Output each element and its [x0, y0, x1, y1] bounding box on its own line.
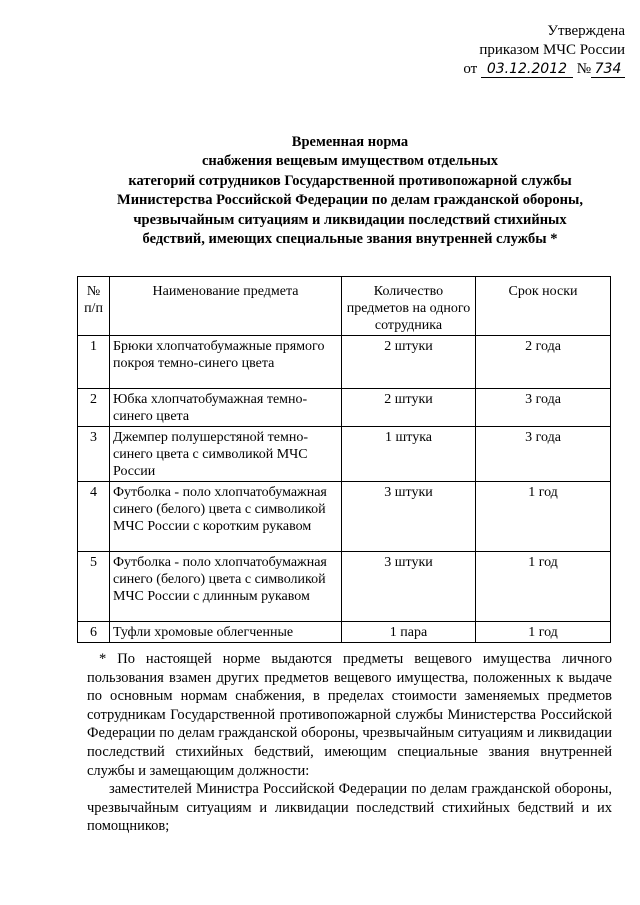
row-num: 6	[78, 622, 110, 643]
approval-date-line	[400, 60, 625, 79]
approval-line1: Утверждена	[547, 23, 625, 39]
footnote-paragraph: заместителей Министра Российской Федерации по делам гражданской обороны, чрезвычайным ситуациям и ликвидации последствий стихийных бедствий и их помощников;	[87, 781, 612, 835]
approval-stamp	[400, 22, 625, 79]
row-num: 2	[78, 389, 110, 427]
table-row	[78, 622, 611, 643]
row-term: 3 года	[476, 427, 611, 482]
handwritten-date: 03.12.2012	[481, 61, 573, 78]
title-line5: чрезвычайным ситуациям и ликвидации последствий стихийных	[133, 211, 567, 228]
norm-table	[77, 276, 611, 643]
row-term: 1 год	[476, 482, 611, 552]
title-line1: Временная норма	[291, 134, 409, 150]
title-line2: снабжения вещевым имуществом отдельных	[201, 153, 499, 170]
table-row	[78, 427, 611, 482]
header-qty: Количество предметов на одного сотрудника	[342, 277, 476, 336]
footnote-paragraph: * По настоящей норме выдаются предметы вещевого имущества личного пользования взамен других предметов вещевого имущества, положенных к выдаче по основным нормам снабжения, в пределах стоимости заменяемых предметов сотрудникам Государственной противопожарной службы Министерства Российской Федерации по делам гражданской обороны, чрезвычайным ситуациям и ликвидации последствий стихийных бедствий, имеющим специальные звания внутренней службы и замещающим должности:	[87, 651, 612, 779]
footnote	[87, 650, 612, 836]
row-qty: 1 штука	[342, 427, 476, 482]
row-name: Юбка хлопчатобумажная темно-синего цвета	[110, 389, 342, 427]
row-num: 3	[78, 427, 110, 482]
approval-line2: приказом МЧС России	[479, 42, 625, 58]
table-row	[78, 336, 611, 389]
row-qty: 2 штуки	[342, 336, 476, 389]
row-qty: 3 штуки	[342, 482, 476, 552]
row-term: 3 года	[476, 389, 611, 427]
row-qty: 2 штуки	[342, 389, 476, 427]
number-prefix: №	[576, 61, 591, 77]
table-header-row	[78, 277, 611, 336]
row-num: 5	[78, 552, 110, 622]
table-row	[78, 552, 611, 622]
title-line3: категорий сотрудников Государственной противопожарной службы	[128, 172, 572, 189]
title-line6: бедствий, имеющих специальные звания внутренней службы *	[142, 231, 558, 248]
date-prefix: от	[463, 61, 478, 77]
table-row	[78, 482, 611, 552]
row-term: 2 года	[476, 336, 611, 389]
row-name: Футболка - поло хлопчатобумажная синего (белого) цвета с символикой МЧС России с коротким рукавом	[110, 482, 342, 552]
document-title	[100, 133, 600, 249]
table-row	[78, 389, 611, 427]
row-term: 1 год	[476, 622, 611, 643]
row-num: 1	[78, 336, 110, 389]
title-line4: Министерства Российской Федерации по делам гражданской обороны,	[117, 192, 583, 209]
header-num: № п/п	[78, 277, 110, 336]
header-term: Срок носки	[476, 277, 611, 336]
row-qty: 1 пара	[342, 622, 476, 643]
handwritten-number: 734	[591, 61, 625, 78]
row-num: 4	[78, 482, 110, 552]
row-term: 1 год	[476, 552, 611, 622]
header-name: Наименование предмета	[110, 277, 342, 336]
row-name: Джемпер полушерстяной темно-синего цвета с символикой МЧС России	[110, 427, 342, 482]
row-name: Футболка - поло хлопчатобумажная синего (белого) цвета с символикой МЧС России с длинным рукавом	[110, 552, 342, 622]
row-name: Туфли хромовые облегченные	[110, 622, 342, 643]
row-name: Брюки хлопчатобумажные прямого покроя темно-синего цвета	[110, 336, 342, 389]
row-qty: 3 штуки	[342, 552, 476, 622]
